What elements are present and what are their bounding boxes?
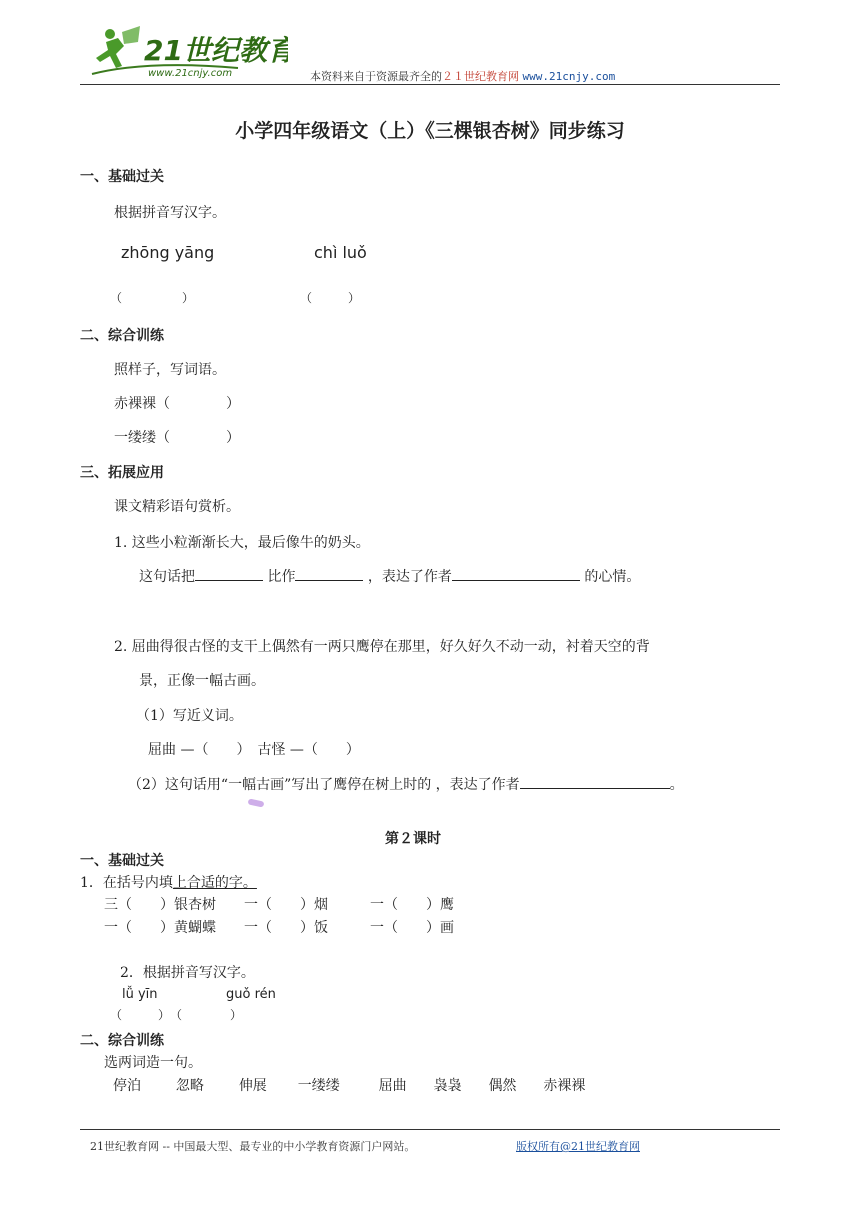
word-item: 忽略: [175, 1078, 204, 1094]
question-2-sub-1: （1）写近义词。: [136, 708, 243, 724]
word-item: 停泊: [113, 1078, 141, 1094]
answer-blank-2[interactable]: （ ）: [300, 291, 361, 305]
question-pinyin-2: 2．根据拼音写汉字。: [120, 965, 255, 981]
question-2-line-1: 2. 屈曲得很古怪的支干上偶然有一两只鹰停在那里，好久好久不动一动，衬着天空的背: [114, 639, 650, 655]
site-logo: [88, 20, 288, 82]
section-heading-extension: 三、拓展应用: [80, 465, 164, 481]
question-2-line-2: 景，正像一幅古画。: [139, 673, 265, 689]
fill-blank[interactable]: [520, 774, 670, 789]
word-item: 偶然: [488, 1078, 517, 1094]
pinyin-guoren: guǒ rén: [226, 987, 276, 1002]
header-divider: [80, 84, 780, 85]
fill-blank[interactable]: [295, 566, 363, 581]
instruction-appreciation: 课文精彩语句赏析。: [114, 499, 240, 515]
section-heading-basics: 一、基础过关: [80, 169, 164, 185]
word-item: 赤裸裸: [543, 1078, 586, 1094]
question-fill-chars: 1．在括号内填上合适的字。: [80, 875, 257, 891]
word-item: 一缕缕: [297, 1078, 340, 1094]
answer-blank-1[interactable]: （ ）: [110, 291, 195, 305]
word-item: 袅袅: [433, 1078, 462, 1094]
instruction-pinyin: 根据拼音写汉字。: [114, 205, 226, 221]
question-1-sentence: 1. 这些小粒渐渐长大，最后像牛的奶头。: [114, 535, 370, 551]
footer-copyright-link[interactable]: 版权所有@21世纪教育网: [516, 1140, 640, 1153]
fill-blank[interactable]: [452, 566, 580, 581]
word-list: [113, 1075, 585, 1095]
pinyin-chiluo: chì luǒ: [314, 243, 367, 262]
fill-blank[interactable]: [195, 566, 263, 581]
word-item-yilvlv[interactable]: 一缕缕（ ）: [114, 430, 240, 446]
question-1-fill: 这句话把 比作 ，表达了作者 的心情。: [139, 566, 640, 586]
word-item: 屈曲: [378, 1078, 407, 1094]
pinyin-lvyin: lǚ yīn: [122, 987, 158, 1002]
instruction-words: 照样子，写词语。: [114, 362, 226, 378]
lesson-2-title: 第２课时: [385, 831, 441, 847]
svg-text:21世纪教育: 21世纪教育: [144, 34, 288, 67]
header-note: 本资料来自于资源最齐全的２１世纪教育网 www.21cnjy.com: [310, 70, 616, 83]
header-url-link[interactable]: www.21cnjy.com: [522, 70, 616, 83]
instruction-make-sentence: 选两词造一句。: [104, 1055, 202, 1071]
svg-text:www.21cnjy.com: www.21cnjy.com: [148, 68, 233, 79]
question-2-sub-2: （2）这句话用“一幅古画”写出了鹰停在树上时的 ，表达了作者 。: [128, 774, 684, 794]
page-title: 小学四年级语文（上）《三棵银杏树》同步练习: [235, 120, 625, 142]
section-heading-training: 二、综合训练: [80, 328, 164, 344]
stray-mark: [248, 798, 265, 807]
measure-word-row-1[interactable]: 三（ ）银杏树 一（ ）烟 一（ ）鹰: [104, 897, 454, 913]
section-heading-training-2: 二、综合训练: [80, 1033, 164, 1049]
section-heading-basics-2: 一、基础过关: [80, 853, 164, 869]
pinyin-zhongyang: zhōng yāng: [121, 243, 215, 262]
footer-divider: [80, 1129, 780, 1130]
header-brand: ２１世纪教育网: [442, 70, 519, 83]
answer-blanks-2[interactable]: （ ） （ ）: [110, 1008, 243, 1022]
word-item: 伸展: [238, 1078, 267, 1094]
synonym-items[interactable]: 屈曲 —（ ） 古怪 —（ ）: [148, 742, 360, 758]
word-item-chiluoluo[interactable]: 赤裸裸（ ）: [114, 396, 240, 412]
measure-word-row-2[interactable]: 一（ ）黄蝴蝶 一（ ）饭 一（ ）画: [104, 920, 454, 936]
footer-text: 21世纪教育网 -- 中国最大型、最专业的中小学教育资源门户网站。: [90, 1140, 416, 1153]
